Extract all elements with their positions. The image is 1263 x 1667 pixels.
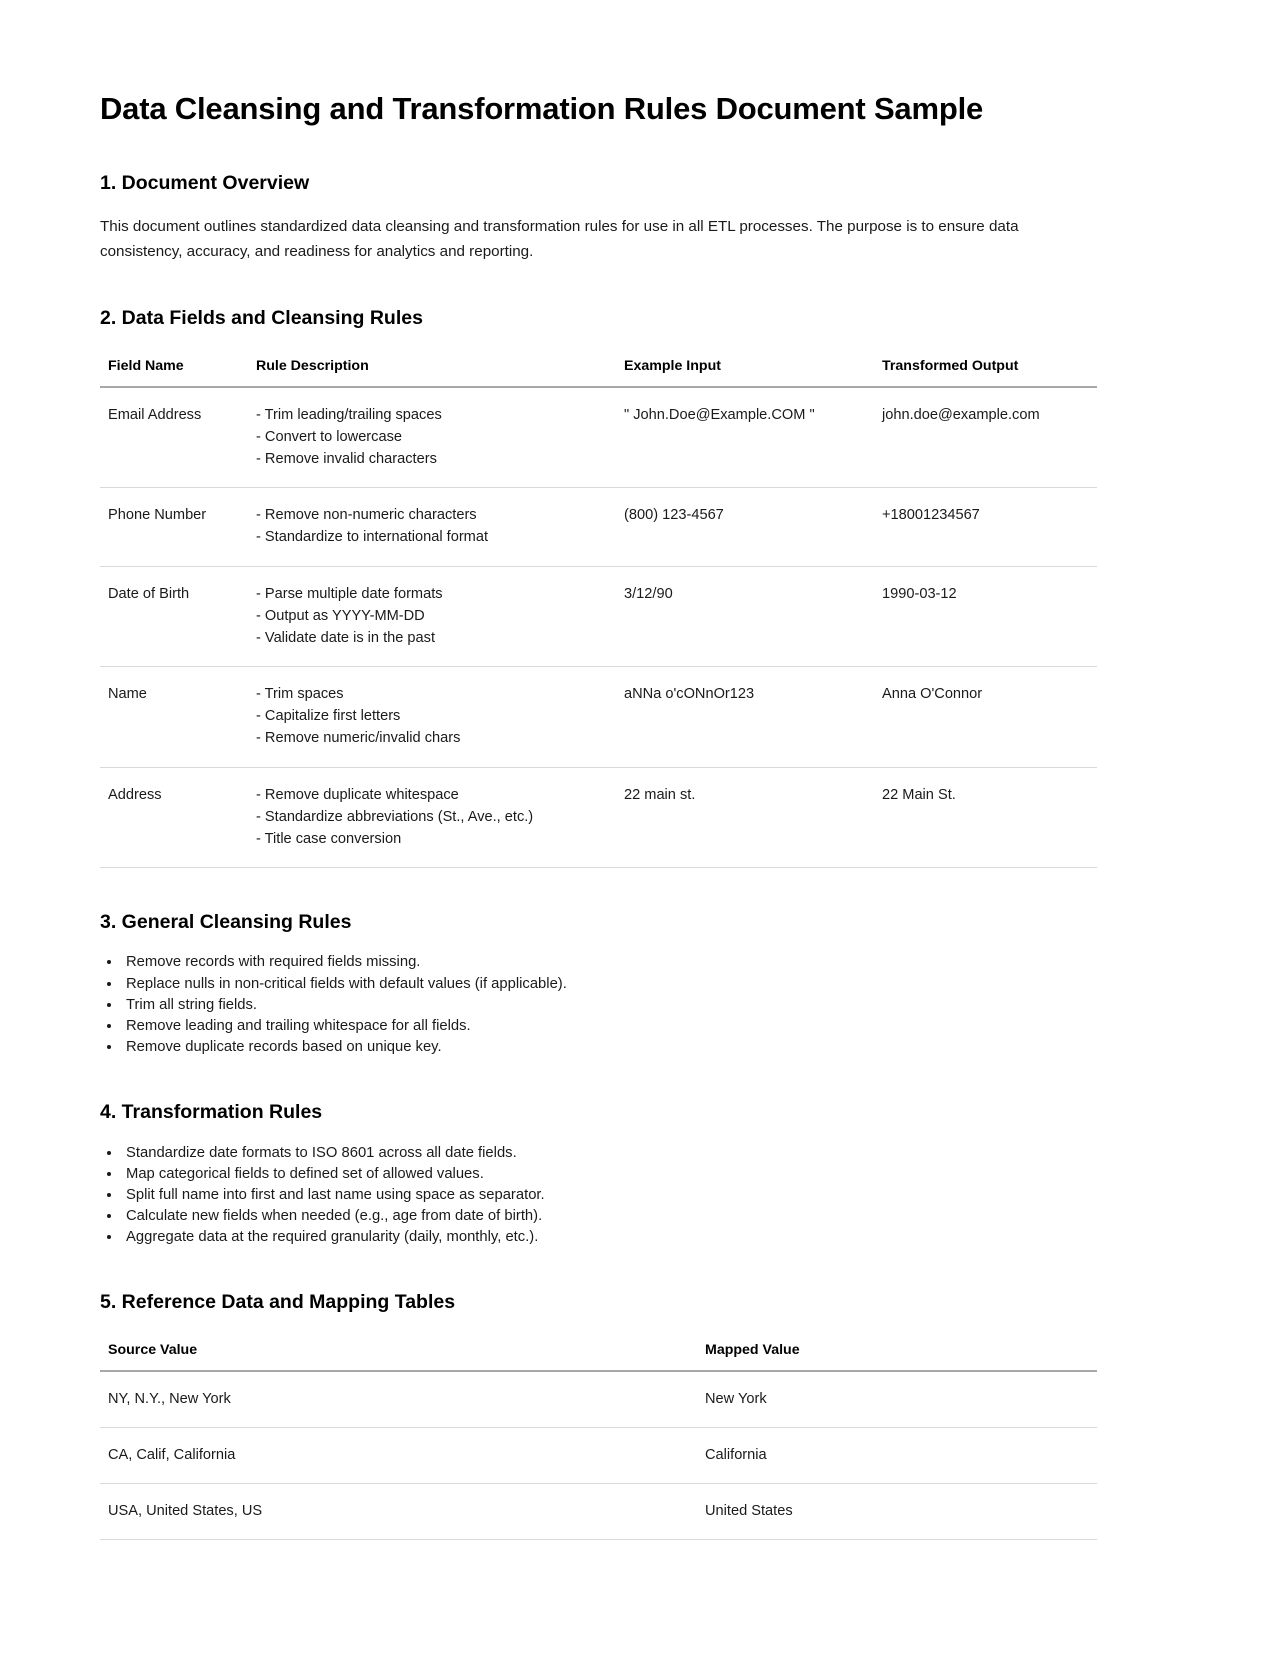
cell-field-name: Phone Number <box>100 488 248 566</box>
cell-field-name: Email Address <box>100 387 248 488</box>
list-item: • Map categorical fields to defined set of allowed values. <box>122 1164 1163 1185</box>
cell-field-name: Address <box>100 767 248 868</box>
cell-transformed-output: Anna O'Connor <box>874 667 1097 768</box>
list-item: • Calculate new fields when needed (e.g., age from date of birth). <box>122 1206 1163 1227</box>
table-row <box>100 1371 1097 1428</box>
section-heading-document-overview: 1. Document Overview <box>100 171 310 194</box>
rule-line: - Trim leading/trailing spaces <box>256 406 442 423</box>
cell-transformed-output: john.doe@example.com <box>874 387 1097 488</box>
document-overview-paragraph: This document outlines standardized data cleansing and transformation rules for use in all ETL processes. The purpose is to ensure data consistency, accuracy, and readiness for analytics and reporting. <box>100 218 1019 260</box>
reference-mapping-table-body <box>100 1371 1097 1540</box>
rule-line: - Output as YYYY-MM-DD <box>256 607 425 624</box>
rule-line: - Capitalize first letters <box>256 708 401 725</box>
column-header-example-input: Example Input <box>616 358 874 387</box>
cell-source-value: CA, Calif, California <box>100 1427 697 1483</box>
table-row <box>100 667 1097 768</box>
rule-line: - Remove invalid characters <box>256 451 437 468</box>
rule-line: - Remove non-numeric characters <box>256 507 477 524</box>
rule-line: - Title case conversion <box>256 830 402 847</box>
table-header-row <box>100 1342 1097 1371</box>
cell-rule-description <box>248 667 616 768</box>
section-heading-transformation-rules: 4. Transformation Rules <box>100 1101 323 1124</box>
cell-example-input: 22 main st. <box>616 767 874 868</box>
rule-line: - Convert to lowercase <box>256 428 402 445</box>
rule-line: - Remove numeric/invalid chars <box>256 730 461 747</box>
table-row <box>100 387 1097 488</box>
cell-rule-description <box>248 767 616 868</box>
data-fields-table-body <box>100 387 1097 868</box>
cell-transformed-output: +18001234567 <box>874 488 1097 566</box>
rule-line: - Standardize abbreviations (St., Ave., etc.) <box>256 808 534 825</box>
column-header-rule-description: Rule Description <box>248 358 616 387</box>
column-header-field-name: Field Name <box>100 358 248 387</box>
section-heading-data-fields: 2. Data Fields and Cleansing Rules <box>100 307 423 330</box>
section-heading-reference-data: 5. Reference Data and Mapping Tables <box>100 1291 456 1314</box>
cell-source-value: NY, N.Y., New York <box>100 1371 697 1428</box>
list-item: • Aggregate data at the required granularity (daily, monthly, etc.). <box>122 1227 1163 1248</box>
table-row <box>100 1427 1097 1483</box>
table-row <box>100 566 1097 667</box>
data-fields-table <box>100 358 1097 868</box>
rule-line: - Trim spaces <box>256 686 344 703</box>
list-item: • Remove duplicate records based on unique key. <box>122 1037 1163 1058</box>
table-header-row <box>100 358 1097 387</box>
reference-mapping-table <box>100 1342 1097 1541</box>
list-item: • Remove leading and trailing whitespace for all fields. <box>122 1016 1163 1037</box>
section-heading-general-cleansing: 3. General Cleansing Rules <box>100 911 352 934</box>
list-item: • Split full name into first and last name using space as separator. <box>122 1185 1163 1206</box>
table-row <box>100 1484 1097 1540</box>
transformation-rules-list <box>100 1143 1163 1249</box>
cell-field-name: Date of Birth <box>100 566 248 667</box>
cell-rule-description <box>248 566 616 667</box>
cell-mapped-value: California <box>697 1427 1097 1483</box>
cell-example-input: 3/12/90 <box>616 566 874 667</box>
cell-source-value: USA, United States, US <box>100 1484 697 1540</box>
cell-transformed-output: 22 Main St. <box>874 767 1097 868</box>
cell-rule-description <box>248 488 616 566</box>
rule-line: - Parse multiple date formats <box>256 585 443 602</box>
cell-mapped-value: United States <box>697 1484 1097 1540</box>
rule-line: - Validate date is in the past <box>256 629 436 646</box>
cell-example-input: (800) 123-4567 <box>616 488 874 566</box>
column-header-mapped-value: Mapped Value <box>697 1342 1097 1371</box>
list-item: • Replace nulls in non-critical fields with default values (if applicable). <box>122 974 1163 995</box>
list-item: • Trim all string fields. <box>122 995 1163 1016</box>
list-item: • Standardize date formats to ISO 8601 across all date fields. <box>122 1143 1163 1164</box>
list-item: • Remove records with required fields missing. <box>122 952 1163 973</box>
column-header-transformed-output: Transformed Output <box>874 358 1097 387</box>
cell-example-input: aNNa o'cONnOr123 <box>616 667 874 768</box>
cell-mapped-value: New York <box>697 1371 1097 1428</box>
general-cleansing-list <box>100 952 1163 1058</box>
cell-transformed-output: 1990-03-12 <box>874 566 1097 667</box>
cell-rule-description <box>248 387 616 488</box>
table-row <box>100 767 1097 868</box>
cell-example-input: " John.Doe@Example.COM " <box>616 387 874 488</box>
cell-field-name: Name <box>100 667 248 768</box>
table-row <box>100 488 1097 566</box>
column-header-source-value: Source Value <box>100 1342 697 1371</box>
page-title: Data Cleansing and Transformation Rules Document Sample <box>100 91 984 126</box>
rule-line: - Remove duplicate whitespace <box>256 786 459 803</box>
rule-line: - Standardize to international format <box>256 529 489 546</box>
